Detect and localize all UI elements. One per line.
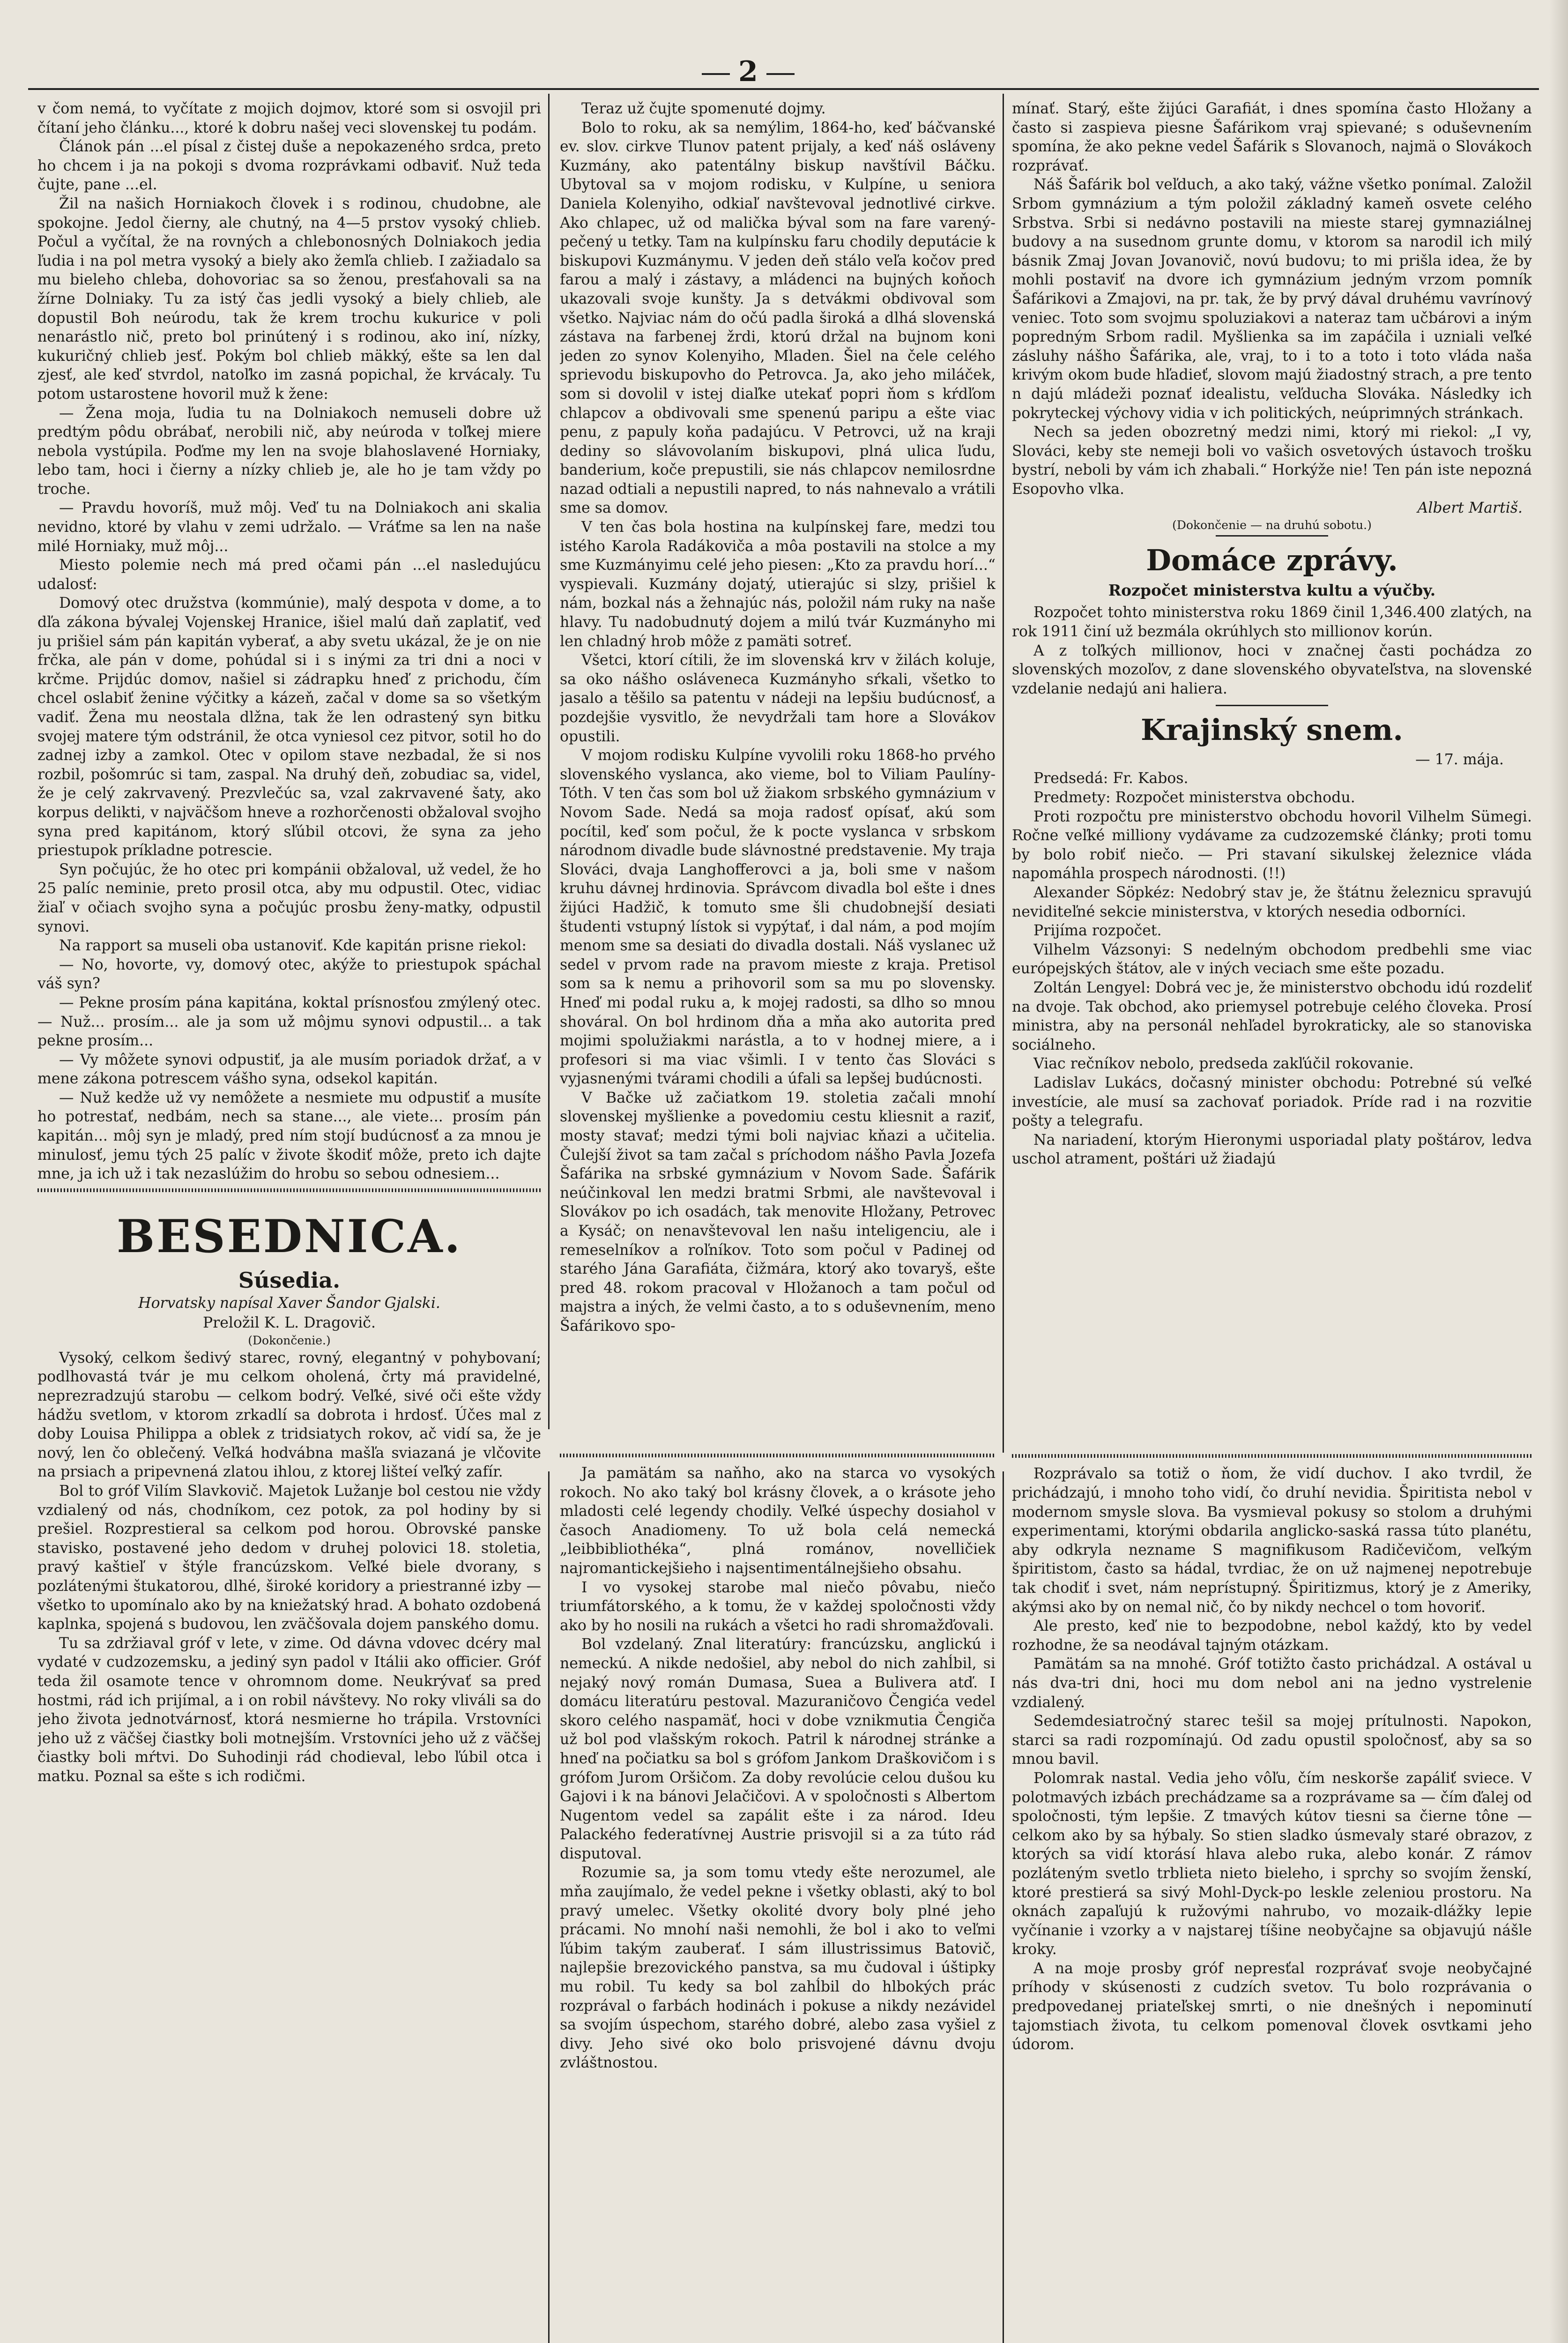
news-headline: Rozpočet ministerstva kultu a výučby. — [1108, 581, 1436, 600]
paragraph: Žil na našich Horniakoch človek i s rodinou, chudobne, ale spokojne. Jedol čierny, ale chutný, na 4—5 prstov vysoký chlieb. Počul a vyčítal, že na rovných a chlebonosných Dolniakoch jedia ľudia i na pol metra vysoký a biely ako žemľa chlieb. I zažiadalo sa mu bieleho chleba, dohovoriac sa so ženou, presťahovali sa na žírne Dolniaky. Tu za istý čas jedli vysoký a biely chlieb, ale dopustil Boh neúrodu, tak že krem trochu kukurice v poli nenarástlo nič, preto bol prinútený i s rodinou, ako iní, nízky, kukuričný chlieb jesť. Pokým bol chlieb mäkký, ešte sa len dal zjesť, ale keď stvrdol, natoľko im zasná popichal, že krvácaly. Tu potom ustarostene hovoril muž k žene: — [37, 195, 541, 403]
paragraph: Článok pán ...el písal z čistej duše a nepokazeného srdca, preto ho chcem i ja na pokoji s dvoma rozprávkami odbaviť. Nuž teda čujte, pane ...el. — [37, 138, 541, 194]
paragraph: Bol vzdelaný. Znal literatúry: francúzsku, anglickú i nemeckú. A nikde nedošiel, aby nebol do nich zahĺbil, si nejaký nový román Dumasa, Suea a Bulivera atď. I domácu literatúru pestoval. Mazuraničovo Čengića vedel skoro celého naspamäť, hoci v dobe vznikmutia Čengiča už bol pod vlašským rokoch. Patril k národnej stránke a hneď na počiatku sa bol s grófom Jankom Draškovičom i s grófom Jurom Oršičom. Za doby revolúcie celou dušou ku Gajovi i k na bánovi Jelačičovi. A v spoločnosti s Albertom Nugentom vedel sa zapálit ešte i za národ. Ideu Palackého federatívnej Austrie prisvojil si a za túto rád disputoval. — [560, 1636, 996, 1862]
session-date: — 17. mája. — [1415, 751, 1504, 769]
translator: Preložil K. L. Dragovič. — [203, 1314, 376, 1331]
section-separator — [37, 1188, 541, 1192]
paragraph: Na nariadení, ktorým Hieronymi usporiadal platy poštárov, ledva uschol atrament, poštári už žiadajú — [1012, 1131, 1532, 1168]
column-3 — [1012, 99, 1532, 2343]
scan-edge-shadow — [1549, 0, 1568, 2343]
paragraph: Sedemdesiatročný starec tešil sa mojej prítulnosti. Napokon, starci sa radi rozpomínajú. Od zadu opustil spoločnosť, aby sa so mnou bavil. — [1012, 1713, 1532, 1768]
column-divider — [548, 94, 550, 1429]
paragraph: Náš Šafárik bol veľduch, a ako taký, vážne všetko ponímal. Založil Srbom gymnázium a tým položil základný kameň osvete celého Srbstva. Srbi si nedávno postavili na mieste starej gymnaziálnej budovy a na susednom grunte domu, v ktorom sa narodil ich milý básnik Zmaj Jovan Jovanovič, novú budovu; to mi prišla idea, že by mohli postaviť na dvore ich gymnázium jedným vrzom pomník Šafárikovi a Zmajovi, na pr. tak, že by prvý dával druhému vavrínový veniec. Toto som svojmu spoluziakovi a nateraz tam učbárovi a iným popredným Srbom radil. Myšlienka sa im zapáčila i uzniali veľké zásluhy nášho Šafárika, ale, vraj, to i to a toto i toto vláda našа krivým okom bude hľadieť, slovom majú žiadostný strach, a pre tento n dajú mládeži poznať idealistu, veľducha Slováka. Následky ich pokryteckej výchovy vidia v ich politických, neúprimných stránkach. — [1012, 176, 1532, 422]
story-text — [560, 1464, 996, 2073]
paragraph: — Vy môžete synovi odpustiť, ja ale musím poriadok držať, a v mene zákona potrescem vášho syna, odsekol kapitán. — [37, 1051, 541, 1088]
paragraph: Proti rozpočtu pre ministerstvo obchodu hovoril Vilhelm Sümegi. Ročne veľké milliony vydávame za cudzozemské články; proti tomu by bolo robiť niečo. — Pri stavaní sikulskej železnice vláda napomáhla prospech národnosti. (!!) — [1012, 808, 1532, 882]
header-rule — [28, 88, 1539, 90]
paragraph: A na moje prosby gróf nepresťal rozprávať svoje neobyčajné príhody v skúsenosti z cudzích svetov. Tu bolo rozprávania o predpovedanej priateľskej smrti, o nie dnešných i nepominutí tajomstiach života, tu celkom pomenoval človek osvtkami jeho údorom. — [1012, 1960, 1532, 2053]
paragraph: Ladislav Lukács, dočasný minister obchodu: Potrebné sú veľké investície, ale musí sa zachovať poriadok. Príde rad i na rozvitie pošty a telegrafu. — [1012, 1074, 1532, 1130]
paragraph: mínať. Starý, ešte žijúci Garafiát, i dnes spomína často Hložany a často si zaspieva piesne Šafárikom vraj spievané; s oduševnením spomína, že ako pekne vedel Šafárik s Slovanoch, najmä o Slovákoch rozprávať. — [1012, 100, 1532, 174]
paragraph: Predmety: Rozpočet ministerstva obchodu. — [1033, 789, 1355, 806]
divider — [1216, 535, 1328, 537]
paragraph: I vo vysokej starobe mal niečo pôvabu, niečo triumfátorského, a k tomu, že v každej spoločnosti vždy ako by ho nosili na rukách a všetci ho radi shromažďovali. — [560, 1579, 996, 1634]
paragraph: — Pravdu hovoríš, muž môj. Veď tu na Dolniakoch ani skalia nevidno, ktoré by vlahu v zemi udržalo. — Vráťme sa len na naše milé Horniaky, muž môj... — [37, 500, 541, 555]
paragraph: Vysoký, celkom šedivý starec, rovný, elegantný v pohybovaní; podlhovastá tvár je mu celkom oholená, črty má pravidelné, neprezradzujú starobu — celkom bodrý. Veľké, sivé oči ešte vždy hádžu svetlom, v ktorom zrkadlí sa dobrota i hrdosť. Účes mal z doby Louisa Philippa a oblek z tridsiatych rokov, ač vidí sa, že je nový, len čo oblečený. Veľká hodvábna mašľa sviazaná je vlčovite na prsiach a pripevnená zlatou ihlou, z ktorej lišteí veľký zafír. — [37, 1349, 541, 1481]
continuation-note: (Dokončenie.) — [248, 1333, 331, 1347]
section-separator — [1012, 1454, 1532, 1458]
paragraph: Prijíma rozpočet. — [1033, 922, 1162, 940]
article-text — [560, 99, 996, 1440]
parliament-text — [1012, 769, 1532, 1444]
paragraph: — Pekne prosím pána kapitána, koktal prísnosťou zmýlený otec. — Nuž... prosím... ale ja som už môjmu synovi odpustil... a tak pekne prosím... — [37, 994, 541, 1050]
page-number: 2 — [693, 55, 803, 88]
paragraph: Pamätám sa na mnohé. Gróf totižto často prichádzal. A ostával u nás dva-tri dni, hoci mu dom nebol ani na jedno vystrelenie vzdialený. — [1012, 1656, 1532, 1711]
paragraph: Alexander Söpkéz: Nedobrý stav je, že štátnu železnicu spravujú neviditeľné sekcie ministerstva, v ktorých nesedia odborníci. — [1012, 884, 1532, 920]
paragraph: Všetci, ktorí cítili, že im slovenská krv v žilách koluje, sa oko nášho osláveneca Kuzmányho sŕkali, všetko to jasalo a těšilo sa patentu v nádeji na lepšiu budúcnosť, a pozdejšie vysvitlo, že nevydržali tam hore a Slovákov opustili. — [560, 652, 996, 745]
paragraph: v čom nemá, to vyčítate z mojich dojmov, ktoré som si osvojil pri čítaní jeho článku..., ktoré k dobru našej veci slovenskej tu podám. — [37, 100, 541, 136]
story-text — [1012, 1464, 1532, 2054]
paragraph: Bolo to roku, ak sa nemýlim, 1864-ho, keď báčvanské ev. slov. cirkve Tlunov patent prijaly, a keď náš osláveny Kuzmány, ako patentálny biskup navštívil Báčku. Ubytoval sa v mojom rodisku, v Kulpíne, u seniora Daniela Kolenyiho, odkiaľ navštevoval jednotlivé cirkve. Ako chlapec, už od malička býval som na fare varený-pečený u tetky. Tam na kulpínsku faru chodily deputácie k biskupovi Kuzmánymu. V jeden deň stálo veľa kočov pred farou a malý i zástavy, a mládenci na bujných koňoch ukazovali svoje kunšty. Ja s detvákmi obdivoval som všetko. Najviac nám do očú padla široká a dlhá slovenská zástava na farbenej žrdi, ktorú držal na bujnom koni jeden zo synov Kolenyiho, Mladen. Šiel na čele celého sprievodu biskupovho do Petrovca. Ja, ako jeho miláček, som si dovolil v istej diaľke utekať popri ňom s kŕdľom chlapcov a obdivovali sme spenenú paripu a ešte viac penu, z papuly koňa padajúcu. V Petrovci, už na kraji dediny so slávovolaním biskupovi, plná ulica ľudu, banderium, koče prepustili, sie nás chlapcov nemilosrdne nazad odtiali a nepustili napred, to nás nahnevalo a vrátili sme sa domov. — [560, 119, 996, 517]
divider — [1216, 705, 1328, 706]
paragraph: Rozpočet tohto ministerstva roku 1869 činil 1,346.400 zlatých, na rok 1911 činí už bezmála okrúhlych sto millionov korún. — [1012, 604, 1532, 641]
column-divider — [1003, 94, 1004, 1453]
paragraph: Rozumie sa, ja som tomu vtedy ešte nerozumel, ale mňa zaujímalo, že vedel pekne i všetky oblasti, aký to bol pravý umelec. Všetky okolité dvory boly plné jeho prácami. No mnohí naši nemohli, že bol i ako to veľmi ľúbim takým zauberať. I sám illustrissimus Batovič, najlepšie brezovického panstva, sa mu čudoval i úštipky mu robil. Tu kedy sa bol zahĺbil do hlbokých prác rozprával o farbách hodinách i pokuse a nikdy nezávidel sa svojím úspechom, starého dobré, alebo zasa vyšiel z divy. Jeho sivé oko bolo prisvojené dávnu dvoju zvláštnostou. — [560, 1864, 996, 2072]
article-text — [1012, 99, 1532, 499]
paragraph: — No, hovorte, vy, domový otec, akýže to priestupok spáchal váš syn? — [37, 956, 541, 992]
paragraph: V mojom rodisku Kulpíne vyvolili roku 1868-ho prvého slovenského vyslanca, ako vieme, bol to Viliam Paulíny-Tóth. V ten čas som bol už žiakom srbského gymnázium v Novom Sade. Nedá sa moja radosť opísať, akú som pocítil, keď som počul, že k pocte vyslanca v srbskom národnom divadle bude slávnostné predstavenie. My traja Slováci, dvaja Langhofferovci a ja, boli sme v našom kruhu dávnej hrdinovia. Správcom divadla bol ešte i dnes žijúci Hadžič, k tomuto sme šli chudobnejší desiati študenti vstupný lístok si vypýtať, i dal nám, a pod mojím menom sme sa desiati do divadla dostali. Náš vyslanec už sedel v prvom rade na pravom mieste z kraja. Pretisol som sa k nemu a prihovoril som sa mu po slovensky. Hneď mi podal ruku a, k mojej radosti, sa dlho so mnou shováral. On bol hrdinom dňa a mňa ako autorita pred mojimi spolužiakmi narástla, a to v hodnej miere, a i profesori si ma viac všimli. I v tento čas Slováci s vyjasnenými tvárami chodili a úfali sa lepšej budúcnosti. — [560, 747, 996, 1088]
paragraph: Viac rečníkov nebolo, predseda zakľúčil rokovanie. — [1033, 1055, 1414, 1073]
paragraph: V ten čas bola hostina na kulpínskej fare, medzi tou istého Karola Radákoviča a môa postavili na stolce a my sme Kuzmányimu celé jeho piesen: „Kto za pravdu horí...“ vyspievali. Kuzmány dojatý, utierajúc si slzy, prišiel k nám, bozkal nás a žehnajúc nás, položil nám ruky na naše hlavy. Tu nadobudnutý dojem a milú tvár Kuzmányho mi len chladný hrob môže z pamäti sotreť. — [560, 519, 996, 650]
paragraph: Polomrak nastal. Vedia jeho vôľu, čím neskorše zapáliť sviece. V polotmavých izbách prechádzame sa a rozprávame sa — čím ďalej od spoločnosti, tým lepšie. Z tmavých kútov tiesni sa čierne tône — celkom ako by sa hýbaly. So stien sladko úsmevaly staré obrazov, z ktorých sa vidí ktorásí hlava alebo ruka, alebo konár. Z rámov pozláteným svetlo trblieta nieto bieleho, i sprchy so svojím ženskí, ktoré prestierá sa sivý Mohl-Dyck-po leskle zeleniou prostoru. Na oknách zapaľujú k ružovými nahrubo, vo mozaik-dlážky lepie vyčínanie i vzorky a v najstarej tíšine neobyčajne sa objavujú nášle kroky. — [1012, 1769, 1532, 1958]
news-section-title: Domáce zprávy. — [1146, 543, 1398, 578]
parliament-section-title: Krajinský snem. — [1141, 713, 1403, 747]
section-title: BESEDNICA. — [116, 1209, 462, 1263]
article-text — [37, 99, 541, 1184]
paragraph: Tu sa zdržiaval gróf v lete, v zime. Od dávna vdovec dcéry mal vydaté v cudzozemsku, a jediný syn padol v Itálii ako officier. Gróf teda žil osamote tence v ohromnom dome. Neukrývať sa pred hostmi, rád ich prijímal, a i on robil návštevy. No roky vliváli sa do jeho života jednotvárnosť, ktorá nesmierne ho trápila. Vrstovníci jeho už z väčšej čiastky boli motnejším. Vrstovníci jeho už z väčšej čiastky boli mŕtvi. Do Suhodinji rád chodieval, lebo ľúbil otca i matku. Poznal sa ešte s ich rodičmi. — [37, 1634, 541, 1785]
paragraph: Ja pamätám sa naňho, ako na starca vo vysokých rokoch. No ako taký bol krásny človek, a o krásote jeho mladosti celé legendy chodily. Veľké úspechy dosiahol v časoch Anadiomeny. To už bola celá nemecká „leibbibliothéka“, plná románov, novelličiek najromantickejšieho i najsentimentálnejšieho obsahu. — [560, 1465, 996, 1577]
paragraph: Teraz už čujte spomenuté dojmy. — [581, 100, 826, 117]
story-text — [37, 1349, 541, 1786]
paragraph: Domový otec družstva (kommúnie), malý despota v dome, a to dľa zákona bývalej Vojenskej Hranice, išiel malú daň zaplatiť, veď ju prišiel sám pán kapitán vyberať, a aby svetu ukázal, že je on nie frčka, ale pán v dome, pohúdal si i s inými za tri dni a noci v krčme. Prijdúc domov, našiel si zádrapku hneď z prichodu, čím chcel oslabiť ženine výčitky a kázeň, začal v dome sa so všetkým vadiť. Žena mu neostala dlžna, tak že len odrastený syn bitku svojej matere tým odstránil, že otca vyniesol cez pitvor, sotil ho do zadnej izby a zamkol. Otec v opilom stave nezbadal, že si nos rozbil, pošomrúc si tam, zaspal. Na druhý deň, zobudiac sa, videl, že je celý zakrvavený. Prezvlečúc sa, vzal zakrvavené šaty, ako korpus delikti, v najväčšom hneve a rozhorčenosti obžaloval svojho syna pred kapitánom, ktorý sľúbil otcovi, že syna za jeho priestupok príkladne potrescie. — [37, 595, 541, 859]
author-signature: Albert Martiš. — [1417, 500, 1523, 517]
column-divider — [1003, 1471, 1004, 2343]
paragraph: Bol to gróf Vilím Slavkovič. Majetok Lužanje bol cestou nie vždy vzdialený od nás, chodníkom, cez potok, za pol hodiny by si prešiel. Rozprestieral sa celkom pod horou. Obrovské panske stavisko, postavené jeho dedom v druhej polovici 18. stoletia, pravý kaštieľ v štýle francúzskom. Veľké biele dvorany, s pozlátenými štukatorou, dlhé, široké koridory a priestranné izby — všetko to upomínalo ako by na kniežatský hrad. A bohato ozdobená kaplnka, spojená s budovou, len zväčšovala dojem panského domu. — [37, 1483, 541, 1633]
story-title: Súsedia. — [238, 1267, 341, 1293]
paragraph: Syn počujúc, že ho otec pri kompánii obžaloval, už vedel, že ho 25 palíc neminie, preto prosil otca, aby mu odpustil. Otec, vidiac žiaľ v očiach svojho syna a počujúc prosbu ženy-matky, odpustil synovi. — [37, 861, 541, 935]
column-divider — [548, 1471, 550, 2343]
paragraph: Na rapport sa museli oba ustanoviť. Kde kapitán prisne riekol: — [59, 937, 527, 955]
continuation-note: (Dokončenie — na druhú sobotu.) — [1172, 518, 1372, 532]
paragraph: Predsedá: Fr. Kabos. — [1033, 770, 1189, 787]
paragraph: Ale presto, keď nie to bezpodobne, nebol každý, kto by vedel rozhodne, že sa neodával tajným otázkam. — [1012, 1618, 1532, 1654]
paragraph: A z toľkých millionov, hoci v značnej časti pochádza zo slovenských mozoľov, z dane slovenského obyvateľstva, na slovenské vzdelanie nedajú ani haliera. — [1012, 642, 1532, 697]
paragraph: Miesto polemie nech má pred očami pán ...el nasledujúcu udalosť: — [37, 557, 541, 593]
column-2 — [560, 99, 996, 2343]
paragraph: — Nuž kedže už vy nemôžete a nesmiete mu odpustiť a musíte ho potrestať, nedbám, nech sa stane..., ale viete... prosím pán kapitán... môj syn je mladý, pred ním stojí budúcnosť a za mnou je minulosť, jemu tých 25 palíc v živote škodiť môže, preto ich dajte mne, ja ich už i tak nezaslúžim do hrobu so sebou odnesiem... — [37, 1089, 541, 1183]
section-separator — [560, 1454, 996, 1457]
paragraph: Nech sa jeden obozretný medzi nimi, ktorý mi riekol: „I vy, Slováci, keby ste nemeji boli vo vašich osvetových ústavoch trošku bystrí, neboli by vám ich zhabali.“ Horkýže nie! Ten pán iste nepozná Esopovho vlka. — [1012, 424, 1532, 498]
paragraph: Zoltán Lengyel: Dobrá vec je, že ministerstvo obchodu idú rozdeliť na dvoje. Tak obchod, ako priemysel potrebuje celého človeka. Prosí ministra, aby na personál nehľadel byrokraticky, ale so stanoviska sociálneho. — [1012, 979, 1532, 1053]
story-author: Horvatsky napísal Xaver Šandor Gjalski. — [138, 1294, 440, 1312]
paragraph: Rozprávalo sa totiž o ňom, že vidí duchov. I ako tvrdil, že prichádzajú, i mnoho toho vidí, čo druhí nevidia. Špiritista nebol v modernom smysle slova. Ba vysmieval pokusy so stolom a druhými experimentami, ktorými obdarila anglicko-saská rassa túto planétu, aby odkryla nezname S magnifikusom Radičevičom, veľkým špiritistom, často sa hádal, tvrdiac, že on už najmenej nepotrebuje tak chodiť i svet, nám neprístupný. Špiritizmus, ktorý je z Ameriky, akýmsi ako by on nemal nič, čo by nikdy nechcel o tom hovoriť. — [1012, 1465, 1532, 1616]
paragraph: V Bačke už začiatkom 19. stoletia začali mnohí slovenskej myšlienke a povedomiu cestu kliesnit a raziť, mosty stavať; medzi tými boli najviac kňazi a učitelia. Čulejší život sa tam začal s príchodom nášho Pavla Jozefa Šafárika na srbské gymnázium v Novom Sade. Šafárik neúčinkoval len medzi bratmi Srbmi, ale navštevoval i Slovákov po ich osadách, tak menovite Hložany, Petrovec a Kysáč; on nenavštevoval len našu inteligenciu, ale i remeselníkov a roľníkov. Toto som počul v Padinej od starého Jána Garafiáta, čižmára, ktorý ako tovaryš, ešte pred 48. rokom pracoval v Hložanoch a tam počul od majstra a iných, že velmi často, a to s oduševnením, meno Šafárikovo spo- — [560, 1089, 996, 1335]
paragraph: — Žena moja, ľudia tu na Dolniakoch nemuseli dobre už predtým pôdu obrábať, nerobili nič, aby neúroda v toľkej miere nebola vystúpila. Poďme my len na svoje blahoslavené Horniaky, lebo tam, hoci i čierny a nízky chlieb je, ale ho je tam vždy po troche. — [37, 404, 541, 498]
column-1 — [37, 99, 541, 2343]
paragraph: Vilhelm Vázsonyi: S nedelným obchodom predbehli sme viac európejských štátov, ale v iných veciach sme ešte pozadu. — [1012, 941, 1532, 977]
